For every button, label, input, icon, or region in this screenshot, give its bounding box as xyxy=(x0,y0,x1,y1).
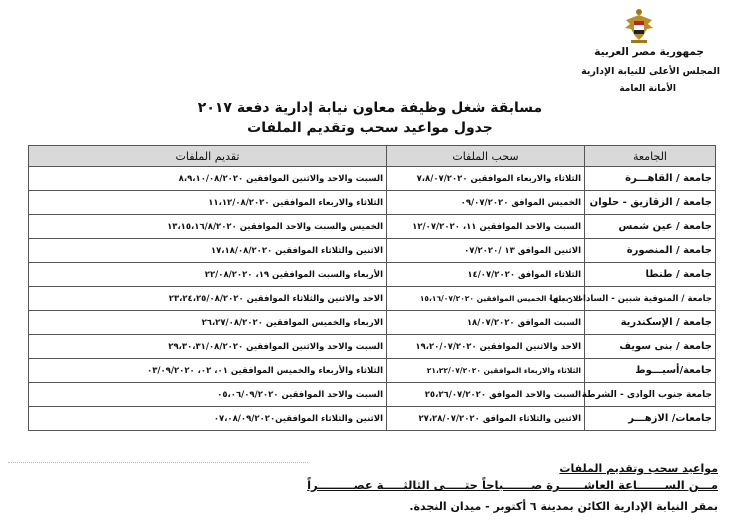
submit-header: تقديم الملفات xyxy=(29,146,387,167)
table-row xyxy=(29,287,716,311)
withdraw-cell: الاحد والاثنين الموافقين ١٩،٢٠/٠٧/٢٠٢٠ xyxy=(387,335,585,359)
university-header: الجامعة xyxy=(585,146,716,167)
submit-cell: الاربعاء والخميس الموافقين ٢٦،٢٧/٠٨/٢٠٢٠ xyxy=(29,311,387,335)
schedule-table xyxy=(28,145,716,431)
table-row xyxy=(29,215,716,239)
withdraw-cell: السبت والاحد الموافق ٢٥،٢٦/٠٧/٢٠٢٠ xyxy=(387,383,585,407)
footer-hours: مـــن الســـــــاعة العاشــــــرة صـــــــباحاً حتـــــى الثالثـــــة عصـــــــــراً xyxy=(307,478,718,492)
submit-cell: الثلاثاء والأربعاء والخميس الموافقين ٠١، ٠٢، ٠٣/٠٩/٢٠٢٠ xyxy=(29,359,387,383)
university-cell: جامعة / بنى سويف xyxy=(585,335,716,359)
table-row xyxy=(29,407,716,431)
footer-location: بمقر النيابة الإدارية الكائن بمدينة ٦ أكتوبر - ميدان النجدة. xyxy=(409,500,718,513)
table-row xyxy=(29,311,716,335)
table-row xyxy=(29,263,716,287)
withdraw-header: سحب الملفات xyxy=(387,146,585,167)
withdraw-cell: السبت الموافق ١٨/٠٧/٢٠٢٠ xyxy=(387,311,585,335)
table-header-row xyxy=(29,146,716,167)
submit-cell: السبت والاحد والاثنين الموافقين ٢٩،٣٠،٣١/٠٨/٢٠٢٠ xyxy=(29,335,387,359)
university-cell: جامعة / القاهـــرة xyxy=(585,167,716,191)
page-title: مسابقة شغل وظيفة معاون نيابة إدارية دفعة ٢٠١٧ xyxy=(197,100,543,116)
withdraw-cell: الاربعاء - الخميس الموافقين ١٥،١٦/٠٧/٢٠٢٠ xyxy=(387,287,585,311)
university-cell: جامعة / المنصورة xyxy=(585,239,716,263)
submit-cell: الثلاثاء والاربعاء الموافقين ١١،١٢/٠٨/٢٠٢٠ xyxy=(29,191,387,215)
submit-cell: الخميس والسبت والاحد الموافقين ١٣،١٥،١٦/٨/٢٠٢٠ xyxy=(29,215,387,239)
table-row xyxy=(29,167,716,191)
university-cell: جامعة / المنوفية شبين - السادات - بنها xyxy=(585,287,716,311)
eagle-emblem-icon xyxy=(622,6,656,46)
submit-cell: الأربعاء والسبت الموافقين ١٩، ٢٢/٠٨/٢٠٢٠ xyxy=(29,263,387,287)
table-row xyxy=(29,239,716,263)
withdraw-cell: الثلاثاء والاربعاء الموافقين ٢١،٢٢/٠٧/٢٠٢٠ xyxy=(387,359,585,383)
table-row xyxy=(29,383,716,407)
withdraw-cell: الاثنين الموافق ١٣ /٠٧/٢٠٢٠ xyxy=(387,239,585,263)
country-name: جمهورية مصر العربية xyxy=(594,46,704,58)
secretariat-name: الأمانة العامة xyxy=(619,84,676,94)
university-cell: جامعة / طنطا xyxy=(585,263,716,287)
withdraw-cell: السبت والاحد الموافقين ١١، ١٢/٠٧/٢٠٢٠ xyxy=(387,215,585,239)
submit-cell: الاثنين والثلاثاء الموافقين ١٧،١٨/٠٨/٢٠٢٠ xyxy=(29,239,387,263)
withdraw-cell: الاثنين والثلاثاء الموافق ٢٧،٢٨/٠٧/٢٠٢٠ xyxy=(387,407,585,431)
table-row xyxy=(29,359,716,383)
submit-cell: السبت والاحد الموافقين ٠٥،٠٦/٠٩/٢٠٢٠ xyxy=(29,383,387,407)
table-row xyxy=(29,335,716,359)
table-row xyxy=(29,191,716,215)
university-cell: جامعات/ الازهـــر xyxy=(585,407,716,431)
university-cell: جامعة جنوب الوادى - الشرطة xyxy=(585,383,716,407)
university-cell: جامعة / الزقازيق - حلوان xyxy=(585,191,716,215)
withdraw-cell: الثلاثاء الموافق ١٤/٠٧/٢٠٢٠ xyxy=(387,263,585,287)
submit-cell: الاثنين والثلاثاء الموافقين٠٧،٠٨/٠٩/٢٠٢٠ xyxy=(29,407,387,431)
submit-cell: الاحد والاثنين والثلاثاء الموافقين ٢٣،٢٤،٢٥/٠٨/٢٠٢٠ xyxy=(29,287,387,311)
university-cell: جامعة / الإسكندرية xyxy=(585,311,716,335)
university-cell: جامعة/أسيـــوط xyxy=(585,359,716,383)
withdraw-cell: الثلاثاء والاربعاء الموافقين ٧،٨/٠٧/٢٠٢٠ xyxy=(387,167,585,191)
divider xyxy=(8,462,308,465)
submit-cell: السبت والاحد والاثنين الموافقين ٨،٩،١٠/٠٨/٢٠٢٠ xyxy=(29,167,387,191)
university-cell: جامعة / عين شمس xyxy=(585,215,716,239)
withdraw-cell: الخميس الموافق ٠٩/٠٧/٢٠٢٠ xyxy=(387,191,585,215)
page-subtitle: جدول مواعيد سحب وتقديم الملفات xyxy=(247,120,493,136)
council-name: المجلس الأعلى للنيابة الإدارية xyxy=(581,66,720,77)
footer-heading: مواعيد سحب وتقديم الملفات xyxy=(559,462,718,475)
